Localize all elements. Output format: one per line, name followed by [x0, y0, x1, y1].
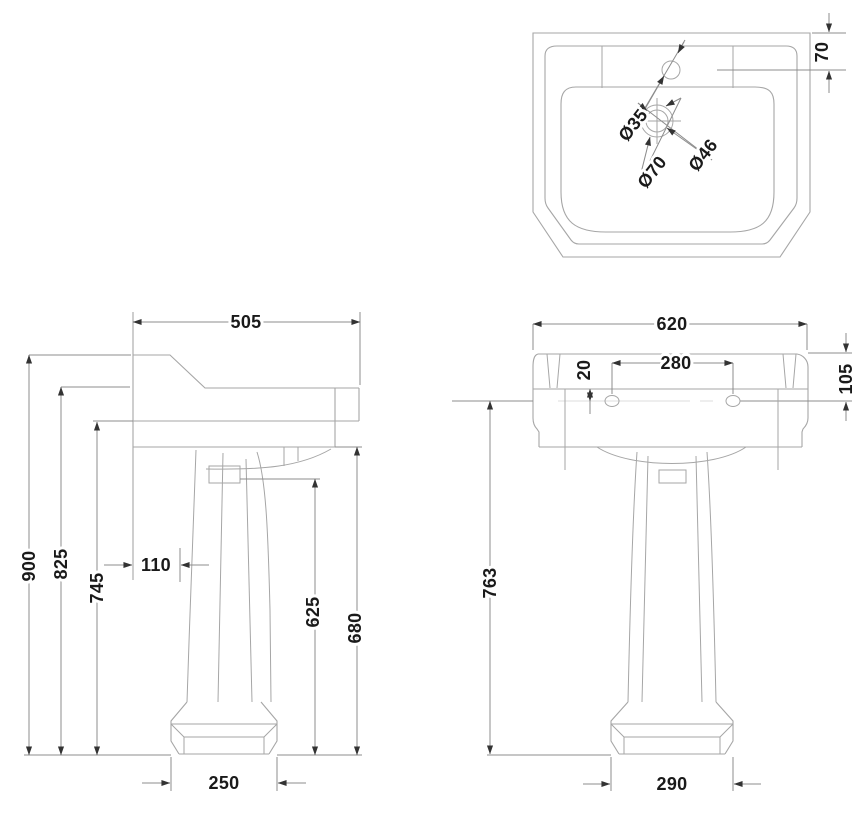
dim-apron-height-680	[335, 447, 365, 755]
side-basin-top-profile	[133, 355, 359, 388]
dim505-label: 505	[230, 312, 262, 332]
plan-tap-deck-edges	[602, 46, 733, 88]
side-pedestal-facets	[218, 453, 252, 702]
dim680-label: 680	[345, 612, 365, 644]
dim-base-depth-250	[142, 757, 306, 793]
dim-depth-505	[133, 312, 360, 385]
dim290-label: 290	[656, 774, 688, 794]
dim745-label: 745	[87, 572, 107, 604]
dim110-label: 110	[141, 555, 171, 575]
dim280-label: 280	[660, 353, 692, 373]
front-left-edge	[533, 354, 539, 447]
dim825-label: 825	[51, 548, 71, 580]
dim900-label: 900	[19, 550, 39, 582]
dim625-label: 625	[303, 596, 323, 628]
dim105-label: 105	[836, 363, 856, 395]
dim70-label: 70	[812, 41, 832, 63]
dim-bowl-underside-625	[240, 479, 323, 755]
front-base-left	[611, 702, 628, 754]
front-base-facets	[611, 724, 733, 754]
dim20-label: 20	[574, 359, 594, 381]
fixing-hole-right	[726, 396, 740, 407]
side-base-right	[261, 702, 277, 754]
front-bowl-curve	[597, 447, 746, 464]
dim-tap-offset-70	[717, 13, 846, 93]
dim-rim-height-825	[51, 387, 130, 755]
dim-width-620	[533, 314, 807, 350]
front-pedestal-left	[628, 452, 637, 702]
side-base-left	[171, 702, 187, 754]
dim763-label: 763	[480, 567, 500, 599]
front-overflow-cover	[659, 470, 686, 483]
front-pedestal-base	[611, 702, 733, 754]
dim-wall-gap-110	[104, 548, 209, 582]
side-pedestal-front	[257, 452, 271, 702]
dim-fixing-height-763	[480, 401, 500, 754]
dim-base-width-290	[583, 757, 761, 794]
front-base-right	[716, 702, 733, 754]
front-elevation	[452, 314, 856, 794]
side-pedestal-base	[171, 702, 277, 754]
dim-hole-from-top-105	[808, 333, 856, 421]
front-pedestal-facets	[642, 456, 702, 702]
dim-hole-drop-20	[574, 360, 594, 414]
plan-inner-rim-outline	[545, 46, 797, 244]
side-elevation	[19, 312, 365, 793]
plan-outer-outline	[533, 33, 810, 257]
waste-dia-label: Ø46	[684, 135, 722, 175]
waste-outer-dia-label: Ø70	[633, 152, 671, 192]
tap-dia-arrow2	[678, 42, 684, 53]
tap-dia-arrows	[645, 76, 664, 109]
dim-hole-centres-280	[612, 353, 733, 394]
front-pedestal-right	[707, 452, 716, 702]
side-base-facets	[171, 724, 277, 754]
dim-overall-height-900	[19, 355, 131, 755]
tap-hole-dia-label: Ø35	[614, 105, 652, 145]
side-pedestal-back	[187, 450, 196, 702]
dim620-label: 620	[656, 314, 688, 334]
plan-view-basin	[533, 13, 846, 257]
dim250-label: 250	[208, 773, 240, 793]
dim-underside-height-745	[87, 421, 133, 755]
